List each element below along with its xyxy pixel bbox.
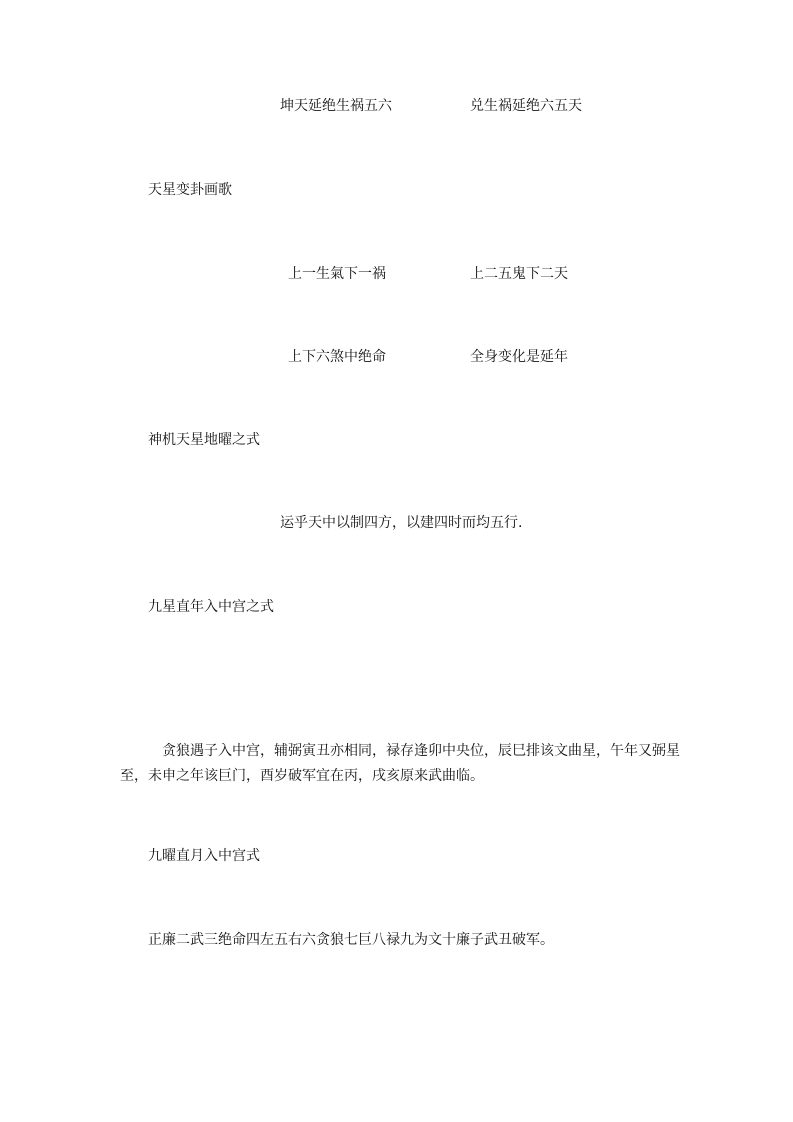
verse2-row1-left: 上一生氣下一祸 <box>288 266 386 282</box>
jiuxing-paragraph: 贪狼遇子入中宫，辅弼寅丑亦相同，禄存逢卯中央位，辰巳排该文曲星，午年又弼星至，未申之年该巨门，酉岁破军宜在丙，戌亥原来武曲临。 <box>120 743 680 784</box>
verse2-row2-left: 上下六煞中绝命 <box>288 349 386 365</box>
heading-jiuyao: 九曜直月入中宫式 <box>148 848 260 864</box>
verse2-row1-right: 上二五鬼下二天 <box>470 266 568 282</box>
heading-shenji: 神机天星地曜之式 <box>148 432 260 448</box>
heading-tianxing: 天星变卦画歌 <box>148 182 232 198</box>
verse1-left: 坤天延绝生祸五六 <box>280 98 392 114</box>
shenji-line: 运乎天中以制四方，以建四时而均五行. <box>280 515 523 531</box>
jiuyao-line: 正廉二武三绝命四左五右六贪狼七巨八禄九为文十廉子武丑破军。 <box>148 932 554 948</box>
verse2-row2-right: 全身变化是延年 <box>470 349 568 365</box>
verse1-right: 兑生祸延绝六五天 <box>470 98 582 114</box>
heading-jiuxing: 九星直年入中宫之式 <box>148 599 274 615</box>
